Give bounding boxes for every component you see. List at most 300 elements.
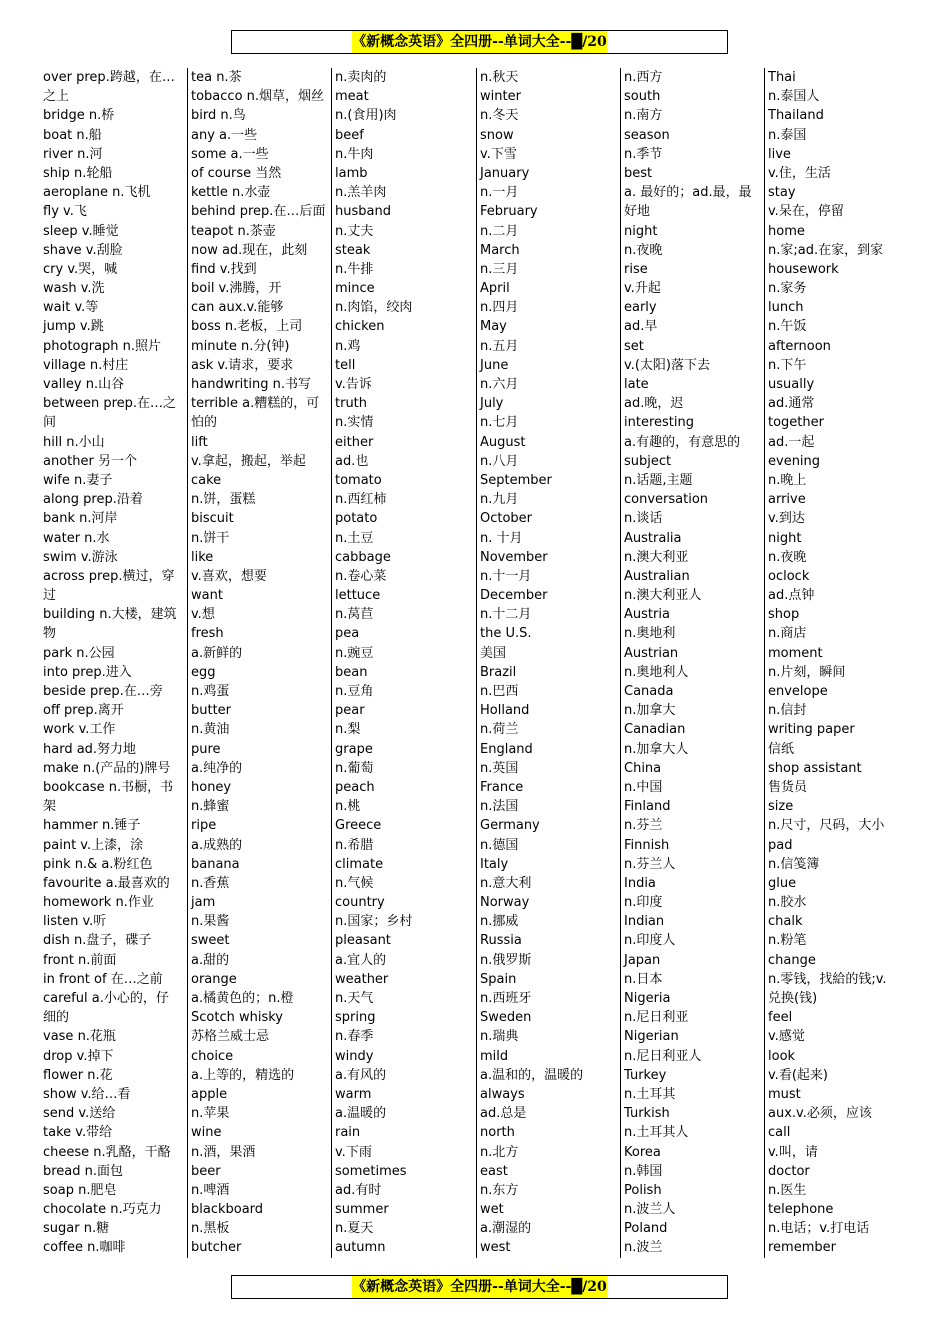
vocab-line: winter [480,89,521,105]
vocab-line: n.澳大利亚 [624,549,689,565]
vocab-line: Finland [624,799,671,815]
vocab-line: orange [191,971,237,987]
vocab-line: afternoon [768,338,831,354]
vocab-line: v.升起 [624,281,661,297]
vocab-line: boat n.船 [43,127,102,143]
vocabulary-columns [43,68,909,1258]
vocab-line: send v.送给 [43,1106,116,1122]
vocab-line: shave v.刮脸 [43,242,123,258]
vocab-line: n.尺寸，尺码，大小 [768,818,885,834]
vocab-line: cabbage [335,549,391,565]
vocab-line: n.八月 [480,453,519,469]
vocab-line: n.加拿大人 [624,741,689,757]
vocab-line: windy [335,1048,374,1064]
vocab-line: n.三月 [480,261,519,277]
vocab-line: between prep.在…之 [43,396,177,412]
vocab-line: hard ad.努力地 [43,741,137,757]
vocab-line: moment [768,645,823,661]
word-column-3 [331,68,471,1258]
vocab-line: the U.S. [480,626,532,642]
vocab-line: England [480,741,533,757]
vocab-line: China [624,760,662,776]
vocab-line: June [480,357,509,373]
vocab-line: n.秋天 [480,70,519,85]
vocab-line: n.德国 [480,837,519,853]
word-column-1 [43,68,183,1258]
vocab-line: n.晚上 [768,472,807,488]
vocab-line: n.酒，果酒 [191,1144,256,1160]
vocab-line: a. 最好的；ad.最，最 [624,185,752,201]
vocab-line: Canadian [624,722,686,738]
vocab-line: Turkish [624,1106,670,1122]
vocab-line: n.中国 [624,779,663,795]
vocab-line: best [624,165,653,181]
vocab-line: n.莴苣 [335,607,374,623]
vocab-line: jam [191,895,216,911]
vocab-line: now ad.现在，此刻 [191,242,308,258]
vocab-line: Nigerian [624,1029,679,1045]
vocab-line: pure [191,741,221,757]
vocab-line: pad [768,837,793,853]
vocab-line: aeroplane n.飞机 [43,185,151,201]
vocab-line: 怕的 [191,415,218,431]
vocab-line: wife n.妻子 [43,472,113,488]
vocab-line: telephone [768,1202,834,1218]
vocab-line: May [480,319,507,335]
vocab-line: n.卷心菜 [335,568,387,584]
vocab-line: n.七月 [480,415,519,431]
vocab-line: Germany [480,818,540,834]
vocab-line: work v.工作 [43,722,116,738]
vocab-line: n.梨 [335,722,361,738]
vocab-line: bread n.面包 [43,1163,124,1179]
vocab-line: n. 十月 [480,530,523,546]
vocab-line: beside prep.在…旁 [43,684,163,699]
vocab-line: arrive [768,492,806,508]
vocab-line: egg [191,664,216,680]
vocab-line: n.西红柿 [335,492,387,508]
vocab-line: size [768,799,794,815]
vocab-line: sleep v.睡觉 [43,223,119,239]
vocab-line: banana [191,856,240,872]
vocab-line: hill n.小山 [43,434,105,450]
header-title: 《新概念英语》全四册--单词大全--█/20 [352,31,607,53]
vocab-line: 美国 [480,645,507,661]
vocab-line: n.胶水 [768,895,807,911]
vocab-line: n.牛肉 [335,146,374,162]
vocab-line: Australian [624,568,690,584]
vocab-line: 物 [43,626,57,642]
vocab-line: n.九月 [480,492,519,508]
vocab-line: a.上等的，精选的 [191,1067,295,1083]
vocab-line: honey [191,779,232,795]
vocab-line: handwriting n.书写 [191,377,311,392]
vocab-line: tell [335,357,356,373]
vocab-line: lunch [768,300,804,316]
vocab-line: ad.早 [624,319,658,335]
vocab-line: across prep.横过，穿 [43,568,175,584]
vocab-line: pear [335,703,365,719]
vocab-line: paint v.上漆，涂 [43,837,144,853]
word-column-5 [620,68,760,1258]
vocab-line: beef [335,127,364,143]
vocab-line: n.波兰人 [624,1202,676,1218]
vocab-line: n.东方 [480,1182,519,1198]
header-banner [231,30,728,54]
vocab-line: mild [480,1048,509,1064]
vocab-line: n.肉馅，绞肉 [335,300,413,316]
vocab-line: river n.河 [43,146,103,162]
vocab-line: n.(食用)肉 [335,108,397,124]
vocab-line: v.感觉 [768,1029,805,1045]
vocab-line: along prep.沿着 [43,492,143,508]
vocab-line: rise [624,261,648,277]
vocab-line: v.(太阳)落下去 [624,357,710,373]
vocab-line: dish n.盘子，碟子 [43,933,152,949]
vocab-line: want [191,588,223,604]
vocab-line: Canada [624,684,674,699]
vocab-line: n.荷兰 [480,722,519,738]
vocab-line: Indian [624,914,665,930]
vocab-line: into prep.进入 [43,664,132,680]
vocab-line: Thai [768,70,796,85]
vocab-line: biscuit [191,511,234,527]
vocab-line: n.夏天 [335,1221,374,1237]
vocab-line: v.看(起来) [768,1067,828,1083]
vocab-line: v.告诉 [335,377,372,392]
vocab-line: cheese n.乳酪，干酪 [43,1144,171,1160]
vocab-line: climate [335,856,384,872]
vocab-line: listen v.听 [43,914,107,930]
vocab-line: n.印度人 [624,933,676,949]
vocab-line: west [480,1240,511,1256]
vocab-line: ad.有时 [335,1182,382,1198]
vocab-line: n.印度 [624,895,663,911]
vocab-line: a.甜的 [191,952,230,968]
vocab-line: 间 [43,415,57,431]
vocab-line: Turkey [624,1067,667,1083]
vocab-line: a.温和的，温暖的 [480,1067,584,1083]
vocab-line: December [480,588,548,604]
vocab-line: n.奥地利人 [624,664,689,680]
vocab-line: off prep.离开 [43,703,124,719]
vocab-line: chicken [335,319,385,335]
vocab-line: February [480,204,538,220]
vocab-line: 信纸 [768,741,795,757]
vocab-line: n.商店 [768,626,807,642]
vocab-line: n.桃 [335,799,361,815]
vocab-line: n.黄油 [191,722,230,738]
vocab-line: ad.点钟 [768,588,815,604]
vocab-line: some a.一些 [191,146,269,162]
vocab-line: any a.一些 [191,127,258,143]
vocab-line: September [480,472,552,488]
vocab-line: together [768,415,824,431]
vocab-line: wash v.洗 [43,281,105,297]
vocab-line: minute n.分(钟) [191,338,290,354]
vocab-line: n.香蕉 [191,875,230,891]
vocab-line: 苏格兰威士忌 [191,1029,270,1045]
vocab-line: n.饼，蛋糕 [191,492,256,508]
vocab-line: n.法国 [480,799,519,815]
vocab-line: sometimes [335,1163,407,1179]
vocab-line: n.夜晚 [768,549,807,565]
vocab-line: 之上 [43,89,70,105]
vocab-line: n.四月 [480,300,519,316]
vocab-line: n.鸡 [335,338,361,354]
vocab-line: n.鸡蛋 [191,684,230,699]
vocab-line: park n.公园 [43,645,115,661]
vocab-line: n.奥地利 [624,626,676,642]
vocab-line: either [335,434,374,450]
vocab-line: n.饼干 [191,530,230,546]
vocab-line: n.天气 [335,991,374,1006]
vocab-line: wine [191,1125,222,1141]
vocab-line: Finnish [624,837,670,853]
vocab-line: oclock [768,568,810,584]
vocab-line: Austrian [624,645,679,661]
vocab-line: behind prep.在…后面 [191,204,326,220]
vocab-line: n.加拿大 [624,703,676,719]
vocab-line: n.日本 [624,971,663,987]
vocab-line: chalk [768,914,803,930]
vocab-line: homework n.作业 [43,895,154,911]
vocab-line: v.想 [191,607,215,623]
vocab-line: n.卖肉的 [335,70,387,85]
vocab-line: kettle n.水壶 [191,185,271,201]
vocab-line: Poland [624,1221,668,1237]
vocab-line: January [480,165,530,181]
vocab-line: blackboard [191,1202,264,1218]
vocab-line: a.纯净的 [191,760,243,776]
vocab-line: bridge n.桥 [43,108,115,124]
vocab-line: a.新鲜的 [191,645,243,661]
vocab-line: n.一月 [480,185,519,201]
vocab-line: v.拿起，搬起，举起 [191,453,306,469]
vocab-line: n.土耳其 [624,1086,676,1102]
vocab-line: envelope [768,684,828,699]
vocab-line: summer [335,1202,389,1218]
vocab-line: Scotch whisky [191,1010,283,1026]
vocab-line: a.成熟的 [191,837,243,853]
vocab-line: potato [335,511,378,527]
vocab-line: south [624,89,661,105]
vocab-line: remember [768,1240,836,1256]
vocab-line: n.南方 [624,108,663,124]
vocab-line: n.韩国 [624,1163,663,1179]
vocab-line: spring [335,1010,376,1026]
vocab-line: rain [335,1125,361,1141]
vocab-line: front n.前面 [43,952,117,968]
vocab-line: n.尼日利亚 [624,1010,689,1026]
vocab-line: Korea [624,1144,661,1160]
vocab-line: v.喜欢，想要 [191,568,267,584]
vocab-line: season [624,127,670,143]
vocab-line: April [480,281,510,297]
vocab-line: boil v.沸腾，开 [191,281,282,297]
vocab-line: a.有趣的，有意思的 [624,434,741,450]
vocab-line: night [624,223,658,239]
vocab-line: n.信笺簿 [768,856,820,872]
vocab-line: late [624,377,649,392]
word-column-4 [476,68,616,1258]
vocab-line: ad.通常 [768,396,815,412]
vocab-line: apple [191,1086,228,1102]
vocab-line: n.国家；乡村 [335,914,413,930]
vocab-line: Greece [335,818,382,834]
vocab-line: n.羔羊肉 [335,185,387,201]
vocab-line: night [768,530,802,546]
word-column-2 [187,68,327,1258]
vocab-line: v.下雪 [480,146,517,162]
vocab-line: v.叫，请 [768,1144,818,1160]
vocab-line: bank n.河岸 [43,511,118,527]
vocab-line: ripe [191,818,217,834]
vocab-line: Italy [480,856,509,872]
vocab-line: March [480,242,520,258]
vocab-line: fresh [191,626,224,642]
vocab-line: n.下午 [768,357,807,373]
vocab-line: n.五月 [480,338,519,354]
vocab-line: feel [768,1010,793,1026]
vocab-line: writing paper [768,722,855,738]
vocab-line: n.黑板 [191,1221,230,1237]
vocab-line: n.果酱 [191,914,230,930]
vocab-line: terrible a.糟糕的，可 [191,396,320,412]
vocab-line: husband [335,204,391,220]
vocab-line: n.医生 [768,1182,807,1198]
vocab-line: n.波兰 [624,1240,663,1256]
vocab-line: conversation [624,492,709,508]
vocab-line: pleasant [335,933,391,949]
vocab-line: n.尼日利亚人 [624,1048,702,1064]
vocab-line: photograph n.照片 [43,338,162,354]
vocab-line: shop assistant [768,760,862,776]
vocab-line: cry v.哭，喊 [43,261,118,277]
vocab-line: n.意大利 [480,875,532,891]
vocab-line: doctor [768,1163,810,1179]
vocab-line: chocolate n.巧克力 [43,1202,162,1218]
vocab-line: Australia [624,530,682,546]
vocab-line: teapot n.茶壶 [191,223,276,239]
vocab-line: n.牛排 [335,261,374,277]
vocab-line: n.家;ad.在家，到家 [768,242,884,258]
vocab-line: tea n.茶 [191,70,242,85]
vocab-line: country [335,895,385,911]
vocab-line: find v.找到 [191,261,257,277]
vocab-line: east [480,1163,508,1179]
vocab-line: n.希腊 [335,837,374,853]
vocab-line: v.下雨 [335,1144,372,1160]
vocab-line: 细的 [43,1010,70,1026]
vocab-line: n.葡萄 [335,760,374,776]
vocab-line: snow [480,127,514,143]
vocab-line: n.十一月 [480,568,532,584]
vocab-line: n.土豆 [335,530,374,546]
vocab-line: peach [335,779,375,795]
vocab-line: v.到达 [768,511,805,527]
vocab-line: early [624,300,657,316]
vocab-line: steak [335,242,371,258]
vocab-line: change [768,952,816,968]
vocab-line: a.温暖的 [335,1106,387,1122]
vocab-line: ad.总是 [480,1106,527,1122]
vocab-line: 过 [43,588,57,604]
vocab-line: November [480,549,548,565]
vocab-line: another 另一个 [43,453,137,469]
vocab-line: choice [191,1048,234,1064]
vocab-line: call [768,1125,791,1141]
vocab-line: set [624,338,644,354]
vocab-line: hammer n.锤子 [43,818,141,834]
vocab-line: n.话题,主题 [624,472,693,488]
vocab-line: Russia [480,933,522,949]
vocab-line: n.豌豆 [335,645,374,661]
vocab-line: must [768,1086,801,1102]
vocab-line: cake [191,472,222,488]
vocab-line: butcher [191,1240,242,1256]
vocab-line: July [480,396,504,412]
vocab-line: sugar n.糖 [43,1221,110,1237]
vocab-line: favourite a.最喜欢的 [43,875,170,891]
vocab-line: truth [335,396,368,412]
vocab-line: a.宜人的 [335,952,387,968]
vocab-line: always [480,1086,525,1102]
vocab-line: tomato [335,472,382,488]
vocab-line: boss n.老板，上司 [191,319,303,335]
vocab-line: like [191,549,214,565]
vocab-line: wait v.等 [43,300,99,316]
vocab-line: n.丈夫 [335,223,374,239]
vocab-line: warm [335,1086,372,1102]
vocab-line: pink n.& a.粉红色 [43,856,153,872]
vocab-line: n.英国 [480,760,519,776]
vocab-line: Thailand [768,108,824,124]
vocab-line: sweet [191,933,230,949]
vocab-line: n.春季 [335,1029,374,1045]
vocab-line: October [480,511,533,527]
vocab-line: n.啤酒 [191,1182,230,1198]
vocab-line: n.俄罗斯 [480,952,532,968]
vocab-line: glue [768,875,797,891]
vocab-line: lettuce [335,588,381,604]
vocab-line: Polish [624,1182,662,1198]
vocab-line: ship n.轮船 [43,165,113,181]
vocab-line: shop [768,607,800,623]
word-column-6 [764,68,904,1258]
vocab-line: weather [335,971,389,987]
vocab-line: drop v.掉下 [43,1048,114,1064]
vocab-line: lift [191,434,208,450]
vocab-line: village n.村庄 [43,357,129,373]
vocab-line: wet [480,1202,504,1218]
vocab-line: coffee n.咖啡 [43,1240,126,1256]
vocab-line: n.巴西 [480,684,519,699]
vocab-line: n.气候 [335,875,374,891]
vocab-line: n.粉笔 [768,933,807,949]
vocab-line: meat [335,89,369,105]
vocab-line: v.呆在，停留 [768,204,844,220]
vocab-line: water n.水 [43,530,110,546]
vocab-line: n.芬兰 [624,818,663,834]
vocab-line: Japan [624,952,661,968]
vocab-line: lamb [335,165,368,181]
vocab-line: Nigeria [624,991,671,1006]
vocab-line: n.午饭 [768,319,807,335]
vocab-line: valley n.山谷 [43,377,125,392]
vocab-line: of course 当然 [191,165,282,181]
vocab-line: n.豆角 [335,684,374,699]
